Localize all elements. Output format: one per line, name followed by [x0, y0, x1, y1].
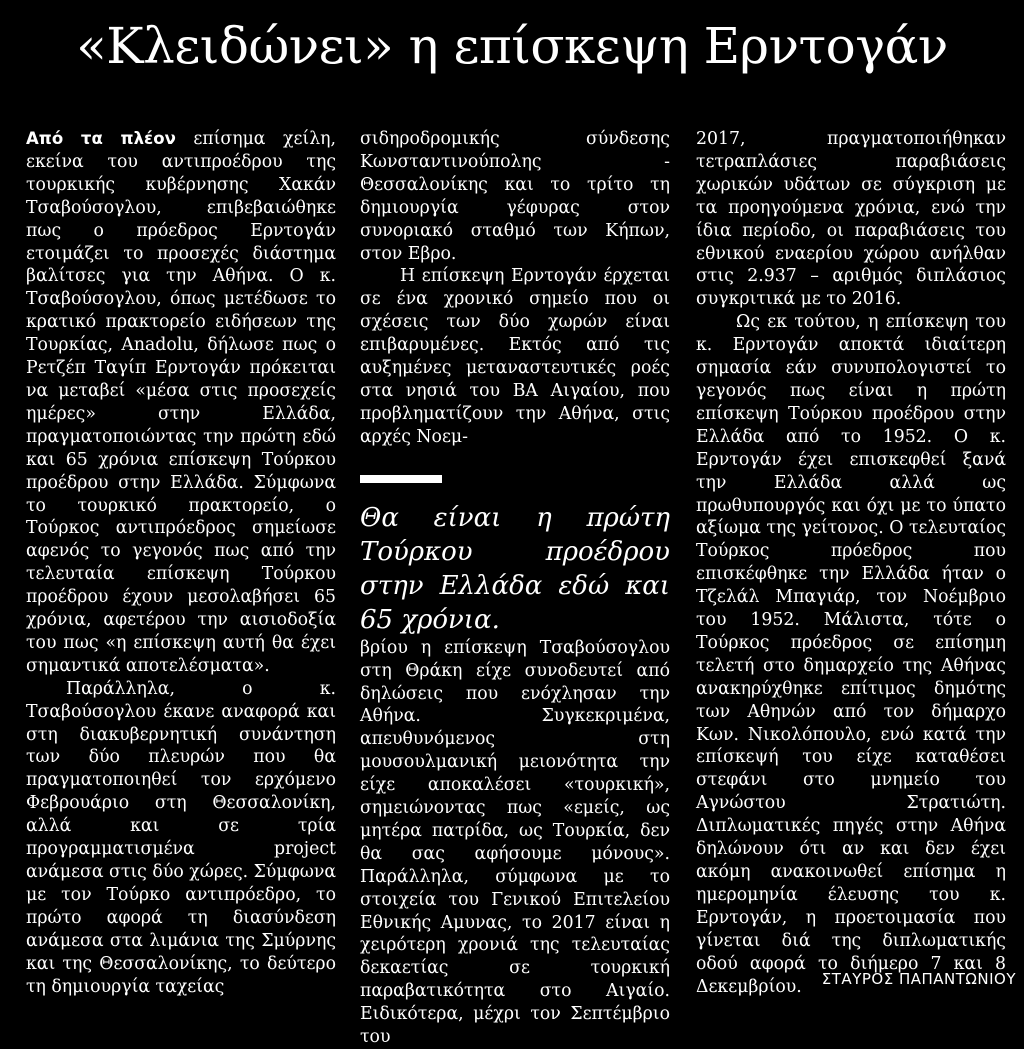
paragraph: βρίου η επίσκεψη Τσαβούσογλου στη Θράκη είχε συνοδευτεί από δηλώσεις που ενόχλησαν την Αθήνα. Συγκεκριμένα, απευθυνόμενος στη μουσουλμανική μειονότητα την είχε αποκαλέσει «τουρκική», σημειώνοντας πως «εμείς, ως μητέρα πατρίδα, ως Τουρκία, δεν θα σας αφήσουμε μόνους». Παράλληλα, σύμφωνα με το στοιχεία του Γενικού Επιτελείου Εθνικής Αμυνας, το 2017 είναι η χειρότερη χρονιά της τελευταίας δεκαετίας σε τουρκική παραβατικότητα στο Αιγαίο. Ειδικότερα, μέχρι τον Σεπτέμβριο του: [360, 637, 670, 1048]
pullquote-rule: [360, 475, 442, 483]
paragraph: Η επίσκεψη Ερντογάν έρχεται σε ένα χρονικό σημείο που οι σχέσεις των δύο χωρών είναι επιβαρυμένες. Εκτός από τις αυξημένες μεταναστευτικές ροές στα νησιά του ΒΑ Αιγαίου, που προβληματίζουν την Αθήνα, στις αρχές Νοεμ-: [360, 266, 670, 447]
article-column-1: [26, 128, 336, 1000]
article-column-3: [696, 128, 1006, 1000]
paragraph: σιδηροδρομικής σύνδεσης Κωνσταντινούπολης - Θεσσαλονίκης και το τρίτο τη δημιουργία γέφυρας στον συνοριακό σταθμό των Κήπων, στον Εβρο.: [360, 129, 670, 264]
paragraph: Παράλληλα, ο κ. Τσαβούσογλου έκανε αναφορά και στη διακυβερνητική συνάντηση των δύο πλευρών που θα πραγματοποιηθεί τον ερχόμενο Φεβρουάριο στη Θεσσαλονίκη, αλλά και σε τρία προγραμματισμένα project ανάμεσα στις δύο χώρες. Σύμφωνα με τον Τούρκο αντιπρόεδρο, το πρώτο αφορά τη διασύνδεση ανάμεσα στα λιμάνια της Σμύρνης και της Θεσσαλονίκης, το δεύτερο τη δημιουργία ταχείας: [26, 678, 336, 997]
pullquote: Θα είναι η πρώτη Τούρκου προέδρου στην Ελλάδα εδώ και 65 χρόνια.: [360, 502, 670, 635]
paragraph: [26, 128, 336, 678]
byline: ΣΤΑΥΡΟΣ ΠΑΠΑΝΤΩΝΙΟΥ: [821, 970, 1016, 988]
paragraph: 2017, πραγματοποιήθηκαν τετραπλάσιες παραβιάσεις χωρικών υδάτων σε σύγκριση με τα προηγούμενα χρόνια, ενώ την ίδια περίοδο, οι παραβιάσεις του εθνικού εναερίου χώρου ανήλθαν στις 2.937 – αριθμός διπλάσιος συγκριτικά με το 2016.: [696, 129, 1006, 310]
paragraph: Ως εκ τούτου, η επίσκεψη του κ. Ερντογάν αποκτά ιδιαίτερη σημασία εάν συνυπολογιστεί το γεγονός πως είναι η πρώτη επίσκεψη Τούρκου προέδρου στην Ελλάδα από το 1952. Ο κ. Ερντογάν έχει επισκεφθεί ξανά την Ελλάδα αλλά ως πρωθυπουργός και όχι με το ύπατο αξίωμα της γείτονος. Ο τελευταίος Τούρκος πρόεδρος που επισκέφθηκε την Ελλάδα ήταν ο Τζελάλ Μπαγιάρ, τον Νοέμβριο του 1952. Μάλιστα, τότε ο Τούρκος πρόεδρος σε επίσημη τελετή στο δημαρχείο της Αθήνας ανακηρύχθηκε επίτιμος δημότης των Αθηνών από τον δήμαρχο Κων. Νικολόπουλο, ενώ κατά την επίσκεψή του είχε καταθέσει στεφάνι στο μνημείο του Αγνώστου Στρατιώτη. Διπλωματικές πηγές στην Αθήνα δηλώνουν ότι αν και δεν έχει ακόμη ανακοινωθεί επίσημα η ημερομηνία έλευσης του κ. Ερντογάν, η προετοιμασία που γίνεται διά της διπλωματικής οδού αφορά το διήμερο 7 και 8 Δεκεμβρίου.: [696, 312, 1006, 997]
article-column-2: [360, 128, 670, 1048]
headline: «Κλειδώνει» η επίσκεψη Ερντογάν: [76, 17, 948, 75]
lead-in: Από τα πλέον: [26, 129, 176, 148]
paragraph-text: επίσημα χείλη, εκείνα του αντιπροέδρου της τουρκικής κυβέρνησης Χακάν Τσαβούσογλου, επιβεβαιώθηκε πως ο πρόεδρος Ερντογάν ετοιμάζει το προσεχές διάστημα βαλίτσες για την Αθήνα. Ο κ. Τσαβούσογλου, όπως μετέδωσε το κρατικό πρακτορείο ειδήσεων της Τουρκίας, Anadolu, δήλωσε πως ο Ρετζέπ Ταγίπ Ερντογάν πρόκειται να μεταβεί «μέσα στις προσεχείς ημέρες» στην Ελλάδα, πραγματοποιώντας την πρώτη εδώ και 65 χρόνια επίσκεψη Τούρκου προέδρου στην Ελλάδα. Σύμφωνα το τουρκικό πρακτορείο, ο Τούρκος αντιπρόεδρος σημείωσε αφενός το γεγονός πως από την τελευταία επίσκεψη Τούρκου προέδρου έχουν μεσολαβήσει 65 χρόνια, αφετέρου την αισιοδοξία του πως «η επίσκεψη αυτή θα έχει σημαντικά αποτελέσματα».: [26, 129, 336, 676]
